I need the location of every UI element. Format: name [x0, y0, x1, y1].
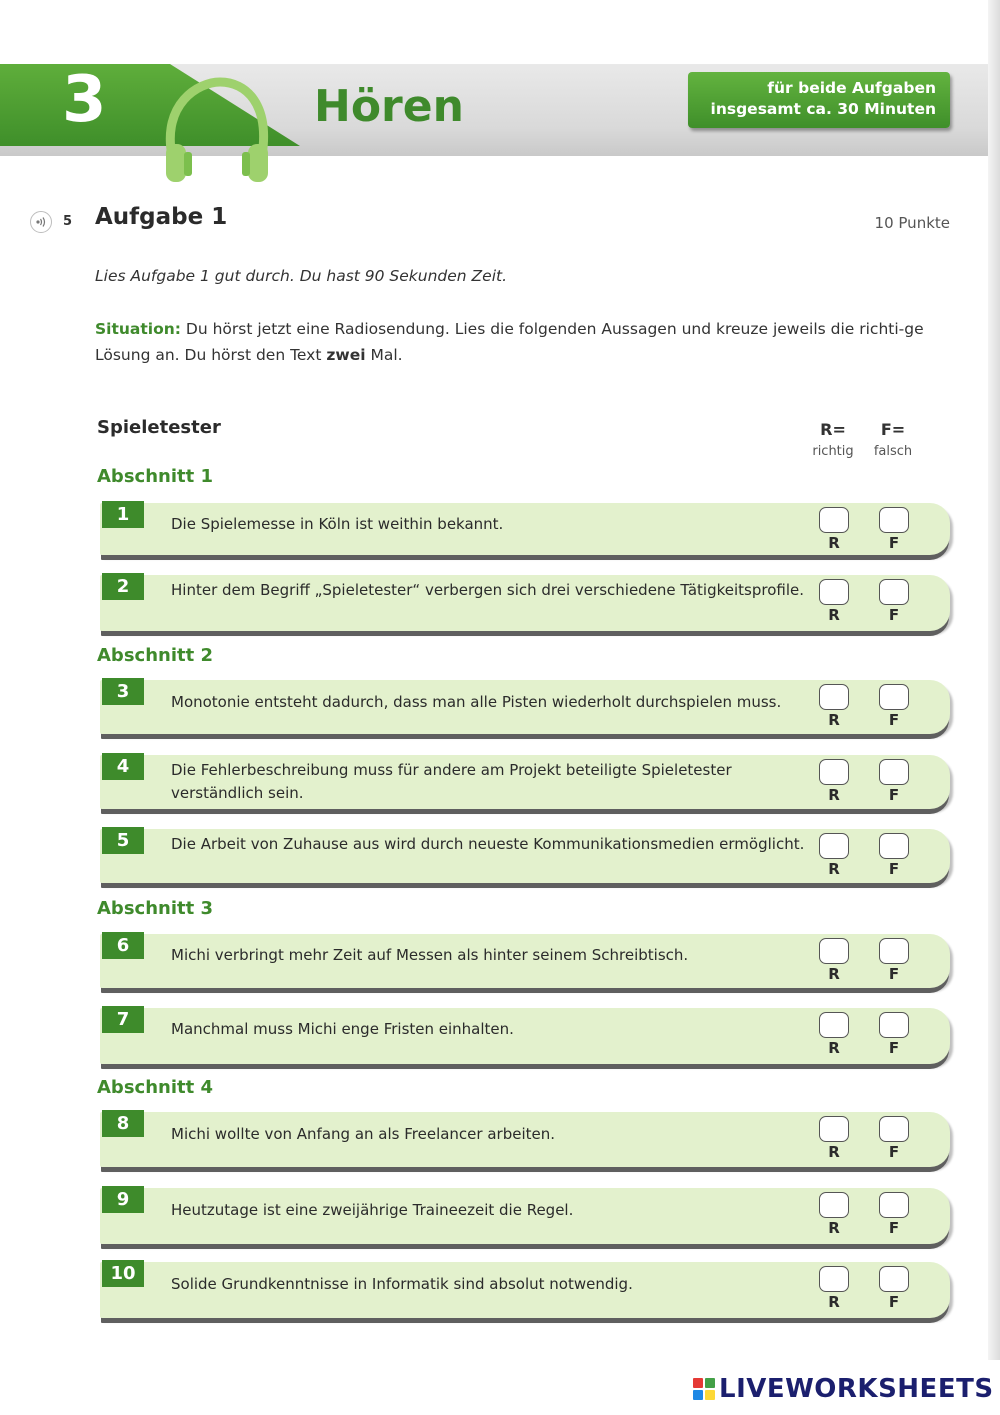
liveworksheets-logo-icon: [693, 1378, 715, 1400]
checkbox-richtig[interactable]: [819, 1116, 849, 1142]
checkbox-richtig[interactable]: [819, 507, 849, 533]
situation-label: Situation:: [95, 320, 181, 338]
item-row: [100, 575, 950, 631]
logo-text: LIVEWORKSHEETS: [719, 1374, 994, 1404]
checkbox-richtig[interactable]: [819, 1012, 849, 1038]
item-row: [100, 1188, 950, 1244]
checkbox-richtig[interactable]: [819, 1192, 849, 1218]
item-row: [100, 680, 950, 734]
checkbox-r-label: R: [828, 1039, 840, 1057]
situation-text-2: Mal.: [365, 346, 403, 364]
f-column-header: [863, 420, 923, 462]
item-number: 3: [102, 678, 144, 705]
item-statement: Solide Grundkenntnisse in Informatik sind absolut notwendig.: [171, 1275, 633, 1293]
checkbox-richtig[interactable]: [819, 759, 849, 785]
checkbox-f-label: F: [888, 786, 900, 804]
situation-text-1: Du hörst jetzt eine Radiosendung. Lies die folgenden Aussagen und kreuze jeweils die richti-ge Lösung an. Du hörst den Text: [95, 320, 924, 364]
item-number: 5: [102, 827, 144, 854]
r-head-label: R=: [820, 420, 846, 439]
time-badge: [688, 72, 950, 128]
chapter-number: 3: [62, 63, 107, 137]
item-number: 10: [102, 1260, 144, 1287]
checkbox-richtig[interactable]: [819, 1266, 849, 1292]
checkbox-f-label: F: [888, 965, 900, 983]
section-heading: Abschnitt 2: [97, 645, 213, 666]
checkbox-falsch[interactable]: [879, 507, 909, 533]
track-number: 5: [63, 214, 73, 229]
item-number: 4: [102, 753, 144, 780]
checkbox-richtig[interactable]: [819, 833, 849, 859]
checkbox-falsch[interactable]: [879, 1266, 909, 1292]
item-number: 8: [102, 1110, 144, 1137]
checkbox-f-label: F: [888, 1143, 900, 1161]
item-row: [100, 1008, 950, 1064]
checkbox-falsch[interactable]: [879, 1116, 909, 1142]
checkbox-f-label: F: [888, 711, 900, 729]
checkbox-r-label: R: [828, 534, 840, 552]
item-row: [100, 934, 950, 988]
checkbox-falsch[interactable]: [879, 833, 909, 859]
checkbox-richtig[interactable]: [819, 579, 849, 605]
situation-bold: zwei: [326, 346, 366, 364]
sound-waves-icon: [34, 215, 48, 229]
item-number: 9: [102, 1186, 144, 1213]
situation-paragraph: [95, 316, 955, 368]
item-number: 2: [102, 573, 144, 600]
checkbox-falsch[interactable]: [879, 759, 909, 785]
checkbox-falsch[interactable]: [879, 579, 909, 605]
item-row: [100, 1262, 950, 1318]
checkbox-f-label: F: [888, 1039, 900, 1057]
item-number: 7: [102, 1006, 144, 1033]
task-title: Aufgabe 1: [95, 204, 228, 230]
task-instruction: Lies Aufgabe 1 gut durch. Du hast 90 Sekunden Zeit.: [95, 267, 508, 285]
item-statement: Michi wollte von Anfang an als Freelancer arbeiten.: [171, 1125, 556, 1143]
checkbox-r-label: R: [828, 606, 840, 624]
item-row: [100, 503, 950, 555]
exercise-topic: Spieletester: [97, 417, 221, 438]
checkbox-f-label: F: [888, 534, 900, 552]
item-number: 1: [102, 501, 144, 528]
item-statement: Die Fehlerbeschreibung muss für andere am Projekt beteiligte Spieletester verständlich sein.: [171, 761, 732, 802]
checkbox-falsch[interactable]: [879, 684, 909, 710]
task-points: 10 Punkte: [874, 214, 950, 232]
checkbox-f-label: F: [888, 860, 900, 878]
section-heading: Abschnitt 1: [97, 466, 213, 487]
checkbox-r-label: R: [828, 965, 840, 983]
checkbox-r-label: R: [828, 860, 840, 878]
audio-icon[interactable]: [30, 211, 52, 233]
r-column-header: [803, 420, 863, 462]
item-number: 6: [102, 932, 144, 959]
checkbox-f-label: F: [888, 606, 900, 624]
section-heading: Abschnitt 3: [97, 898, 213, 919]
checkbox-falsch[interactable]: [879, 1012, 909, 1038]
r-head-sub: richtig: [812, 444, 854, 459]
item-statement: Michi verbringt mehr Zeit auf Messen als hinter seinem Schreibtisch.: [171, 946, 689, 964]
checkbox-f-label: F: [888, 1219, 900, 1237]
item-statement: Die Arbeit von Zuhause aus wird durch neueste Kommunikationsmedien ermöglicht.: [171, 835, 805, 853]
item-row: [100, 755, 950, 809]
item-statement: Hinter dem Begriff „Spieletester“ verbergen sich drei verschiedene Tätigkeitsprofile.: [171, 581, 804, 599]
time-badge-line-2: insgesamt ca. 30 Minuten: [710, 100, 936, 118]
item-statement: Heutzutage ist eine zweijährige Traineezeit die Regel.: [171, 1201, 574, 1219]
checkbox-falsch[interactable]: [879, 1192, 909, 1218]
section-heading: Abschnitt 4: [97, 1077, 213, 1098]
checkbox-falsch[interactable]: [879, 938, 909, 964]
page-title: Hören: [314, 81, 464, 132]
checkbox-r-label: R: [828, 1219, 840, 1237]
item-statement: Manchmal muss Michi enge Fristen einhalten.: [171, 1020, 514, 1038]
checkbox-r-label: R: [828, 1143, 840, 1161]
liveworksheets-logo[interactable]: [693, 1374, 994, 1404]
checkbox-richtig[interactable]: [819, 938, 849, 964]
checkbox-r-label: R: [828, 711, 840, 729]
checkbox-richtig[interactable]: [819, 684, 849, 710]
time-badge-line-1: für beide Aufgaben: [767, 79, 936, 97]
headphones-icon: [158, 74, 278, 186]
f-head-sub: falsch: [873, 444, 913, 459]
checkbox-r-label: R: [828, 786, 840, 804]
item-statement: Die Spielemesse in Köln ist weithin bekannt.: [171, 515, 504, 533]
checkbox-r-label: R: [828, 1293, 840, 1311]
item-statement: Monotonie entsteht dadurch, dass man alle Pisten wiederholt durchspielen muss.: [171, 693, 782, 711]
checkbox-f-label: F: [888, 1293, 900, 1311]
item-row: [100, 829, 950, 883]
page-edge-shadow: [988, 0, 1000, 1360]
item-row: [100, 1112, 950, 1167]
f-head-label: F=: [880, 420, 906, 439]
